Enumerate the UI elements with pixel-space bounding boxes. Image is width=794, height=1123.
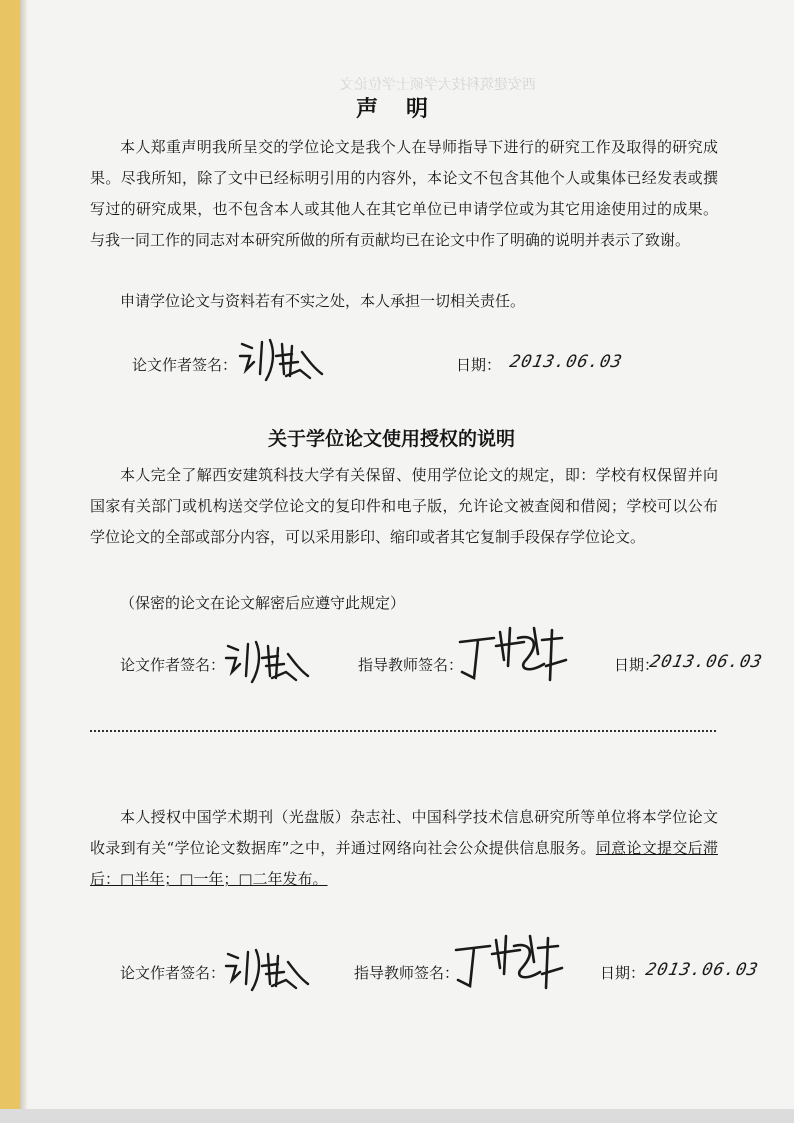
- declaration-author-signature: [236, 334, 326, 390]
- confidential-note: （保密的论文在论文解密后应遵守此规定）: [120, 594, 406, 612]
- author-signature-image: [222, 944, 312, 994]
- journal-advisor-label: 指导教师签名：: [354, 964, 460, 982]
- delay-options: □半年；□一年；□二年发布。: [120, 870, 328, 888]
- journal-author-signature: [222, 944, 312, 998]
- journal-author-label: 论文作者签名：: [120, 964, 226, 982]
- author-signature-image: [236, 334, 326, 386]
- declaration-date-label: 日期：: [456, 356, 502, 374]
- authorization-paragraph: 本人完全了解西安建筑科技大学有关保留、使用学位论文的规定，即：学校有权保留并向国家有关部门或机构送交学位论文的复印件和电子版，允许论文被查阅和借阅；学校可以公布学位论文的全部或部分内容，可以采用影印、缩印或者其它复制手段保存学位论文。: [90, 466, 718, 546]
- page-bottom-edge: [0, 1109, 794, 1123]
- journal-paragraph-main: 本人授权中国学术期刊（光盘版）杂志社、中国科学技术信息研究所等单位将本学位论文收录到有关“学位论文数据库”之中，并通过网络向社会公众提供信息服务。: [90, 808, 718, 857]
- declaration-paragraph: 本人郑重声明我所呈交的学位论文是我个人在导师指导下进行的研究工作及取得的研究成果。尽我所知，除了文中已经标明引用的内容外，本论文不包含其他个人或集体已经发表或撰写过的研究成果，也不包含本人或其他人在其它单位已申请学位或为其它用途使用过的成果。与我一同工作的同志对本研究所做的所有贡献均已在论文中作了明确的说明并表示了致谢。: [90, 138, 718, 249]
- section-divider: [90, 730, 716, 732]
- authorization-author-label: 论文作者签名：: [120, 656, 226, 674]
- authorization-date-label: 日期：: [614, 656, 660, 674]
- declaration-author-label: 论文作者签名：: [132, 356, 238, 374]
- journal-date-value: 2013.06.03: [643, 960, 761, 980]
- authorization-author-signature: [222, 636, 312, 690]
- advisor-signature-image: [450, 928, 570, 1008]
- declaration-date-value: 2013.06.03: [507, 352, 625, 372]
- journal-advisor-signature: [450, 928, 570, 1012]
- advisor-signature-image: [454, 620, 574, 700]
- delay-option-label: 同意论文提交后滞后：: [90, 839, 718, 888]
- journal-date-label: 日期：: [600, 964, 646, 982]
- binding-edge: [0, 0, 20, 1123]
- author-signature-image: [222, 636, 312, 686]
- declaration-title: 声明: [356, 96, 457, 122]
- binding-shadow: [20, 0, 28, 1123]
- declaration-liability-paragraph: 申请学位论文与资料若有不实之处，本人承担一切相关责任。: [120, 292, 526, 310]
- authorization-advisor-signature: [454, 620, 574, 704]
- reverse-side-bleed-header: 西安建筑科技大学硕士学位论文: [340, 77, 536, 93]
- authorization-title: 关于学位论文使用授权的说明: [268, 428, 516, 450]
- authorization-advisor-label: 指导教师签名：: [358, 656, 464, 674]
- journal-paragraph: [90, 802, 718, 895]
- authorization-date-value: 2013.06.03: [647, 652, 765, 672]
